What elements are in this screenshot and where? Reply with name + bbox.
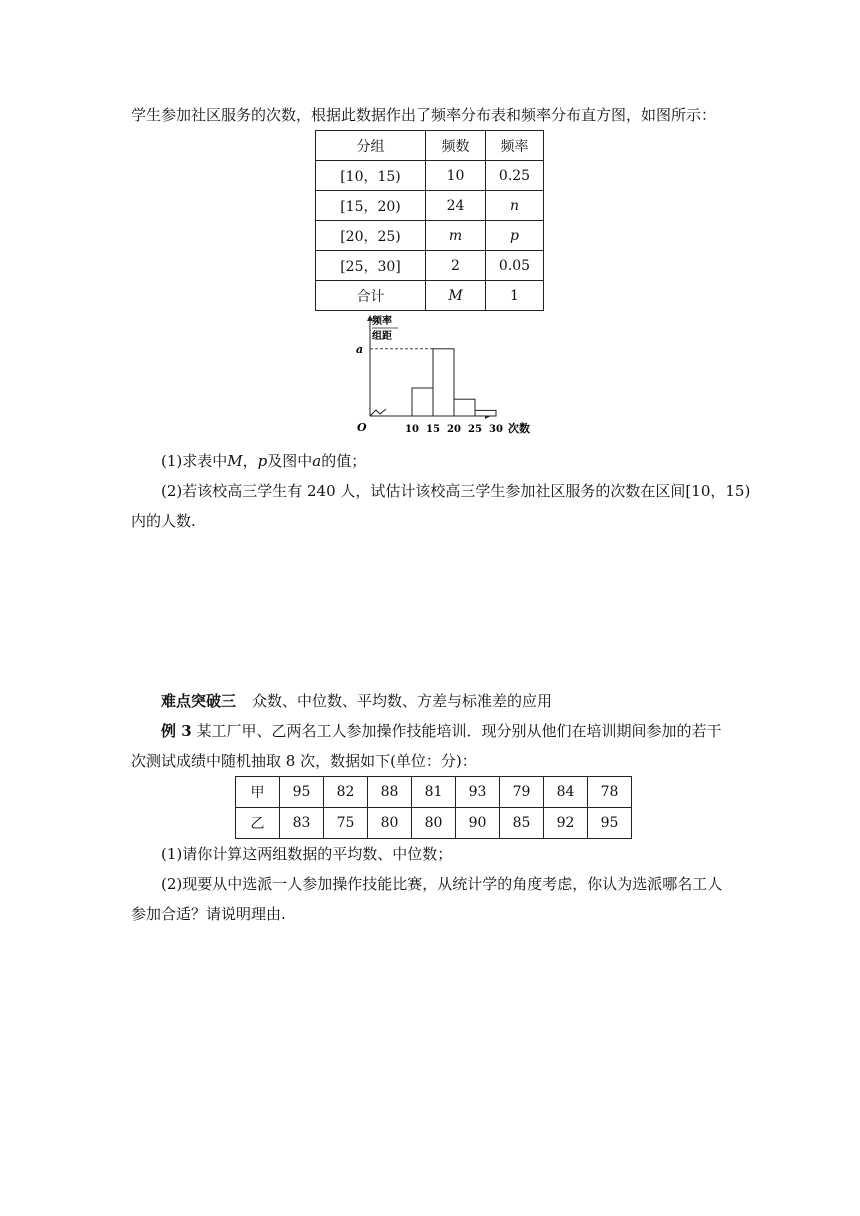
q1-var-p: p <box>257 452 268 470</box>
question-4-line-1: (2)现要从中选派一人参加操作技能比赛，从统计学的角度考虑，你认为选派哪名工人 <box>161 875 723 893</box>
frequency-histogram <box>350 310 550 440</box>
table-cell: 93 <box>456 777 500 808</box>
table-row <box>316 221 544 251</box>
table-row <box>316 191 544 221</box>
worker-name-cell: 乙 <box>236 808 280 839</box>
table-cell: 1 <box>486 281 544 311</box>
worker-name-cell: 甲 <box>236 777 280 808</box>
a-marker-label: a <box>356 342 364 356</box>
table-cell: m <box>426 221 486 251</box>
table-cell: 95 <box>588 808 632 839</box>
table-row <box>316 251 544 281</box>
example-line-2: 次测试成绩中随机抽取 8 次，数据如下(单位：分)： <box>131 752 477 770</box>
table-cell: 75 <box>324 808 368 839</box>
table-cell: 82 <box>324 777 368 808</box>
question-2-line-1: (2)若该校高三学生有 240 人，试估计该校高三学生参加社区服务的次数在区间[10，15) <box>161 482 751 500</box>
table-cell: 83 <box>280 808 324 839</box>
table-cell: 90 <box>456 808 500 839</box>
x-tick-label: 25 <box>468 424 482 435</box>
table-cell: [15，20) <box>316 191 426 221</box>
x-tick-label: 20 <box>447 424 461 435</box>
y-label-denominator: 组距 <box>372 331 392 342</box>
scores-table <box>235 776 632 839</box>
table-cell: 24 <box>426 191 486 221</box>
table-row <box>236 808 632 839</box>
histogram-bar <box>475 410 496 416</box>
x-tick-label: 30 <box>489 424 503 435</box>
table-cell: 95 <box>280 777 324 808</box>
header-cell: 频率 <box>486 131 544 161</box>
table-row <box>316 161 544 191</box>
question-2-line-2: 内的人数. <box>131 512 196 530</box>
histogram-bar <box>454 399 475 416</box>
table-cell: 81 <box>412 777 456 808</box>
q1-text-c: 及图中 <box>267 452 313 470</box>
table-cell: 85 <box>500 808 544 839</box>
table-row <box>236 777 632 808</box>
table-cell: 10 <box>426 161 486 191</box>
histogram-bar <box>412 388 433 416</box>
header-cell: 分组 <box>316 131 426 161</box>
table-cell: 0.05 <box>486 251 544 281</box>
q1-var-a: a <box>312 452 322 470</box>
table-cell: 80 <box>412 808 456 839</box>
question-3: (1)请你计算这两组数据的平均数、中位数； <box>161 845 453 863</box>
table-cell: n <box>486 191 544 221</box>
table-cell: [25，30] <box>316 251 426 281</box>
q1-text-a: (1)求表中 <box>161 452 228 470</box>
x-tick-label: 15 <box>426 424 440 435</box>
section-heading <box>161 690 552 711</box>
table-cell: 2 <box>426 251 486 281</box>
table-cell: 0.25 <box>486 161 544 191</box>
table-cell: p <box>486 221 544 251</box>
table-cell: [20，25) <box>316 221 426 251</box>
example-text: 某工厂甲、乙两名工人参加操作技能培训．现分别从他们在培训期间参加的若干 <box>196 722 722 740</box>
header-cell: 频数 <box>426 131 486 161</box>
table-cell: 88 <box>368 777 412 808</box>
example-label: 例 3 <box>161 722 192 740</box>
intro-text: 学生参加社区服务的次数，根据此数据作出了频率分布表和频率分布直方图，如图所示： <box>131 106 717 124</box>
table-header-row <box>316 131 544 161</box>
q1-text-d: 的值； <box>321 452 367 470</box>
section-title: 难点突破三 <box>161 692 237 710</box>
table-cell: 84 <box>544 777 588 808</box>
q1-text-b: ， <box>242 452 258 470</box>
question-1 <box>161 450 366 471</box>
section-topic: 众数、中位数、平均数、方差与标准差的应用 <box>252 692 553 710</box>
histogram-bar <box>433 349 454 416</box>
table-cell: [10，15) <box>316 161 426 191</box>
origin-label: O <box>357 421 367 434</box>
axis-break <box>370 409 386 416</box>
table-cell: M <box>426 281 486 311</box>
question-4-line-2: 参加合适？请说明理由. <box>131 905 286 923</box>
table-cell: 80 <box>368 808 412 839</box>
y-label-numerator: 频率 <box>372 316 392 327</box>
x-tick-label: 10 <box>405 424 419 435</box>
x-axis-label: 次数 <box>508 422 530 435</box>
example-line-1 <box>161 720 721 741</box>
table-cell: 79 <box>500 777 544 808</box>
table-cell: 78 <box>588 777 632 808</box>
table-cell: 合计 <box>316 281 426 311</box>
table-row <box>316 281 544 311</box>
q1-var-m: M <box>227 452 243 470</box>
frequency-table <box>315 130 544 311</box>
table-cell: 92 <box>544 808 588 839</box>
